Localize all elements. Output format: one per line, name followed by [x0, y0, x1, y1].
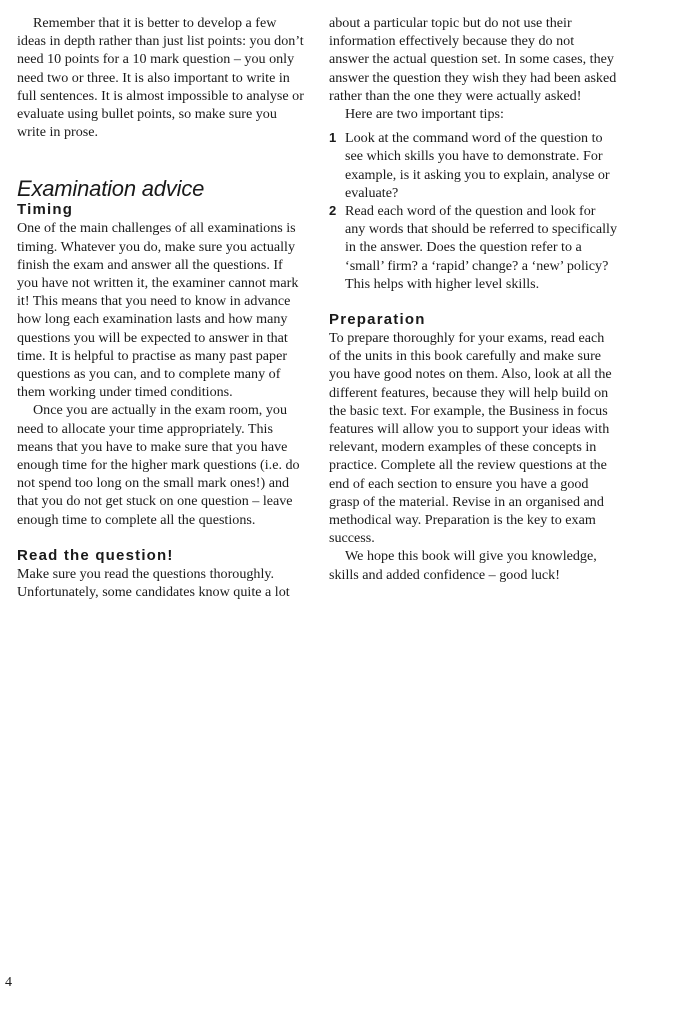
page-number: 4 — [5, 975, 12, 990]
timing-paragraph-1: One of the main challenges of all examinations is timing. Whatever you do, make sure you actually finish the exam and answer all the questions. If you have not written it, the examiner cannot mark it! This means that you need to know in advance how long each examination lasts and how many questions you will be expected to answer in that time. It is helpful to practise as many past paper questions as you can, and to complete many of them working under timed conditions. — [17, 220, 299, 401]
preparation-paragraph-1: To prepare thoroughly for your exams, read each of the units in this book carefully and make sure you have good notes on them. Also, look at all the different features, because they will help build on the basic text. For example, the Business in focus features will allow you to support your ideas with relevant, modern examples of these concepts in practice. Complete all the review questions at the end of each section to ensure you have a good grasp of the material. Revise in an organised and methodical way. Preparation is the key to exam success. — [329, 330, 612, 547]
tips-list — [329, 129, 617, 293]
tip-text: Look at the command word of the question to see which skills you have to demonstrate. For example, is it asking you to explain, analyse or evaluate? — [345, 130, 610, 201]
section-title: Examination advice — [17, 176, 205, 202]
read-question-continued: about a particular topic but do not use their information effectively because they do not answer the actual question set. In some cases, they answer the question they wish they had been asked rather than the one they were actually asked! — [329, 15, 617, 104]
spacer — [17, 141, 305, 177]
read-question-heading: Read the question! — [17, 546, 174, 564]
preparation-heading: Preparation — [329, 311, 426, 329]
intro-paragraph: Remember that it is better to develop a few ideas in depth rather than just list points: you don’t need 10 points for a 10 mark question – you only need two or three. It is also important to write in full sentences. It is almost impossible to analyse or evaluate using bullet points, so make sure you write in prose. — [17, 15, 304, 141]
tips-intro: Here are two important tips: — [345, 106, 504, 123]
read-question-paragraph: Make sure you read the questions thoroughly. Unfortunately, some candidates know quite a lot — [17, 565, 290, 601]
list-item — [329, 129, 617, 202]
left-column — [17, 14, 305, 601]
tip-number: 1 — [329, 130, 337, 146]
tip-text: Read each word of the question and look for any words that should be referred to specifically in the answer. Does the question refer to a ‘small’ firm? a ‘rapid’ change? a ‘new’ policy? This helps with higher level skills. — [345, 203, 617, 292]
timing-paragraph-2: Once you are actually in the exam room, you need to allocate your time appropriately. This means that you have to make sure that you have enough time for the higher mark questions (i.e. do not spend too long on the small mark ones!) and that you do not get stuck on one question – leave enough time to complete all the questions. — [17, 402, 300, 528]
preparation-paragraph-2: We hope this book will give you knowledge, skills and added confidence – good luck! — [329, 548, 597, 583]
spacer — [17, 529, 305, 547]
spacer — [329, 293, 617, 311]
tip-number: 2 — [329, 203, 337, 219]
right-column — [329, 14, 617, 584]
list-item — [329, 202, 617, 293]
timing-heading: Timing — [17, 201, 74, 219]
